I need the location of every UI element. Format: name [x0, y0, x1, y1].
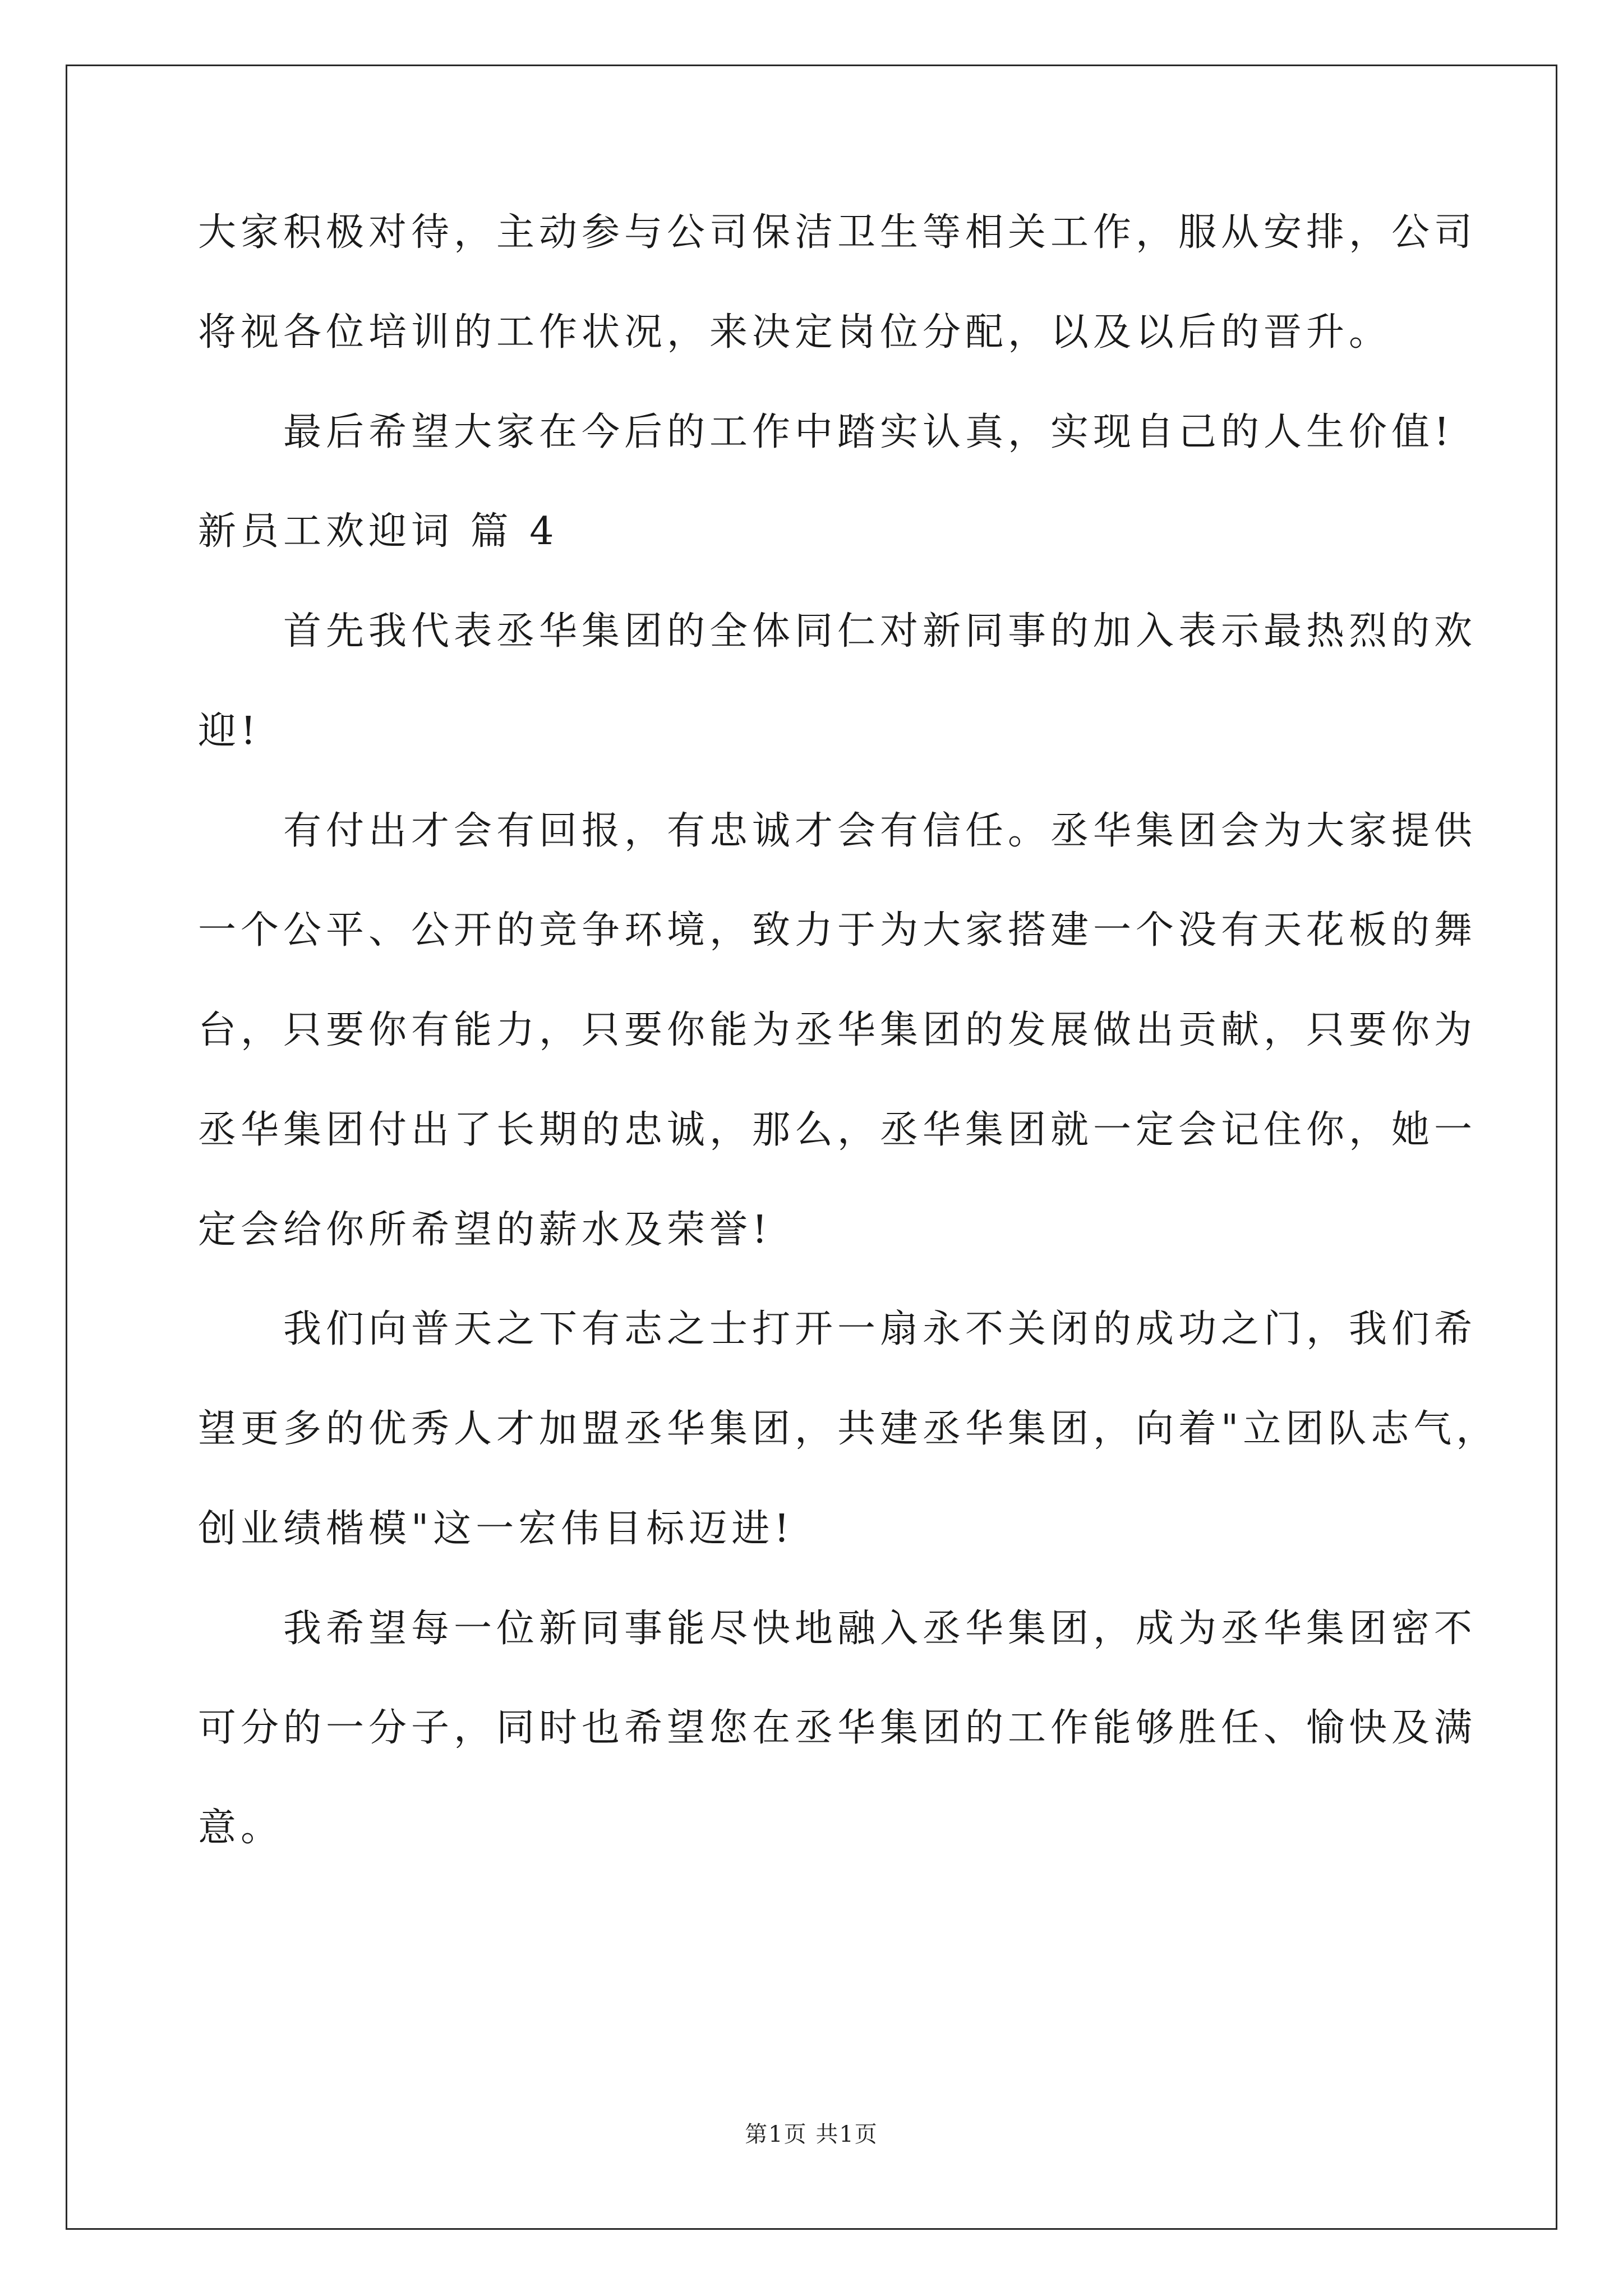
- paragraph-line: 首先我代表丞华集团的全体同仁对新同事的加入表示最热烈的欢: [283, 609, 1477, 654]
- paragraph-line: 有付出才会有回报，有忠诚才会有信任。丞华集团会为大家提供: [283, 809, 1477, 853]
- paragraph-line: 台，只要你有能力，只要你能为丞华集团的发展做出贡献，只要你为: [198, 1008, 1477, 1052]
- paragraph-line: 最后希望大家在今后的工作中踏实认真，实现自己的人生价值!: [283, 410, 1454, 454]
- paragraph-line: 丞华集团付出了长期的忠诚，那么，丞华集团就一定会记住你，她一: [198, 1108, 1477, 1152]
- paragraph-line: 我希望每一位新同事能尽快地融入丞华集团，成为丞华集团密不: [283, 1607, 1477, 1651]
- page-number-footer: 第1页 共1页: [745, 2122, 878, 2147]
- paragraph-line: 定会给你所希望的薪水及荣誉!: [198, 1208, 772, 1252]
- paragraph-line: 我们向普天之下有志之士打开一扇永不关闭的成功之门，我们希: [283, 1307, 1477, 1351]
- paragraph-line: 迎!: [198, 709, 261, 753]
- paragraph-line: 望更多的优秀人才加盟丞华集团，共建丞华集团，向着"立团队志气，: [198, 1407, 1499, 1451]
- paragraph-line: 将视各位培训的工作状况，来决定岗位分配，以及以后的晋升。: [198, 310, 1392, 355]
- paragraph-line: 创业绩楷模"这一宏伟目标迈进!: [198, 1507, 794, 1551]
- paragraph-line: 意。: [198, 1806, 284, 1850]
- paragraph-line: 一个公平、公开的竞争环境，致力于为大家搭建一个没有天花板的舞: [198, 908, 1477, 953]
- paragraph-line: 大家积极对待，主动参与公司保洁卫生等相关工作，服从安排，公司: [198, 210, 1477, 255]
- section-heading: 新员工欢迎词 篇 4: [198, 509, 559, 554]
- paragraph-line: 可分的一分子，同时也希望您在丞华集团的工作能够胜任、愉快及满: [198, 1706, 1477, 1750]
